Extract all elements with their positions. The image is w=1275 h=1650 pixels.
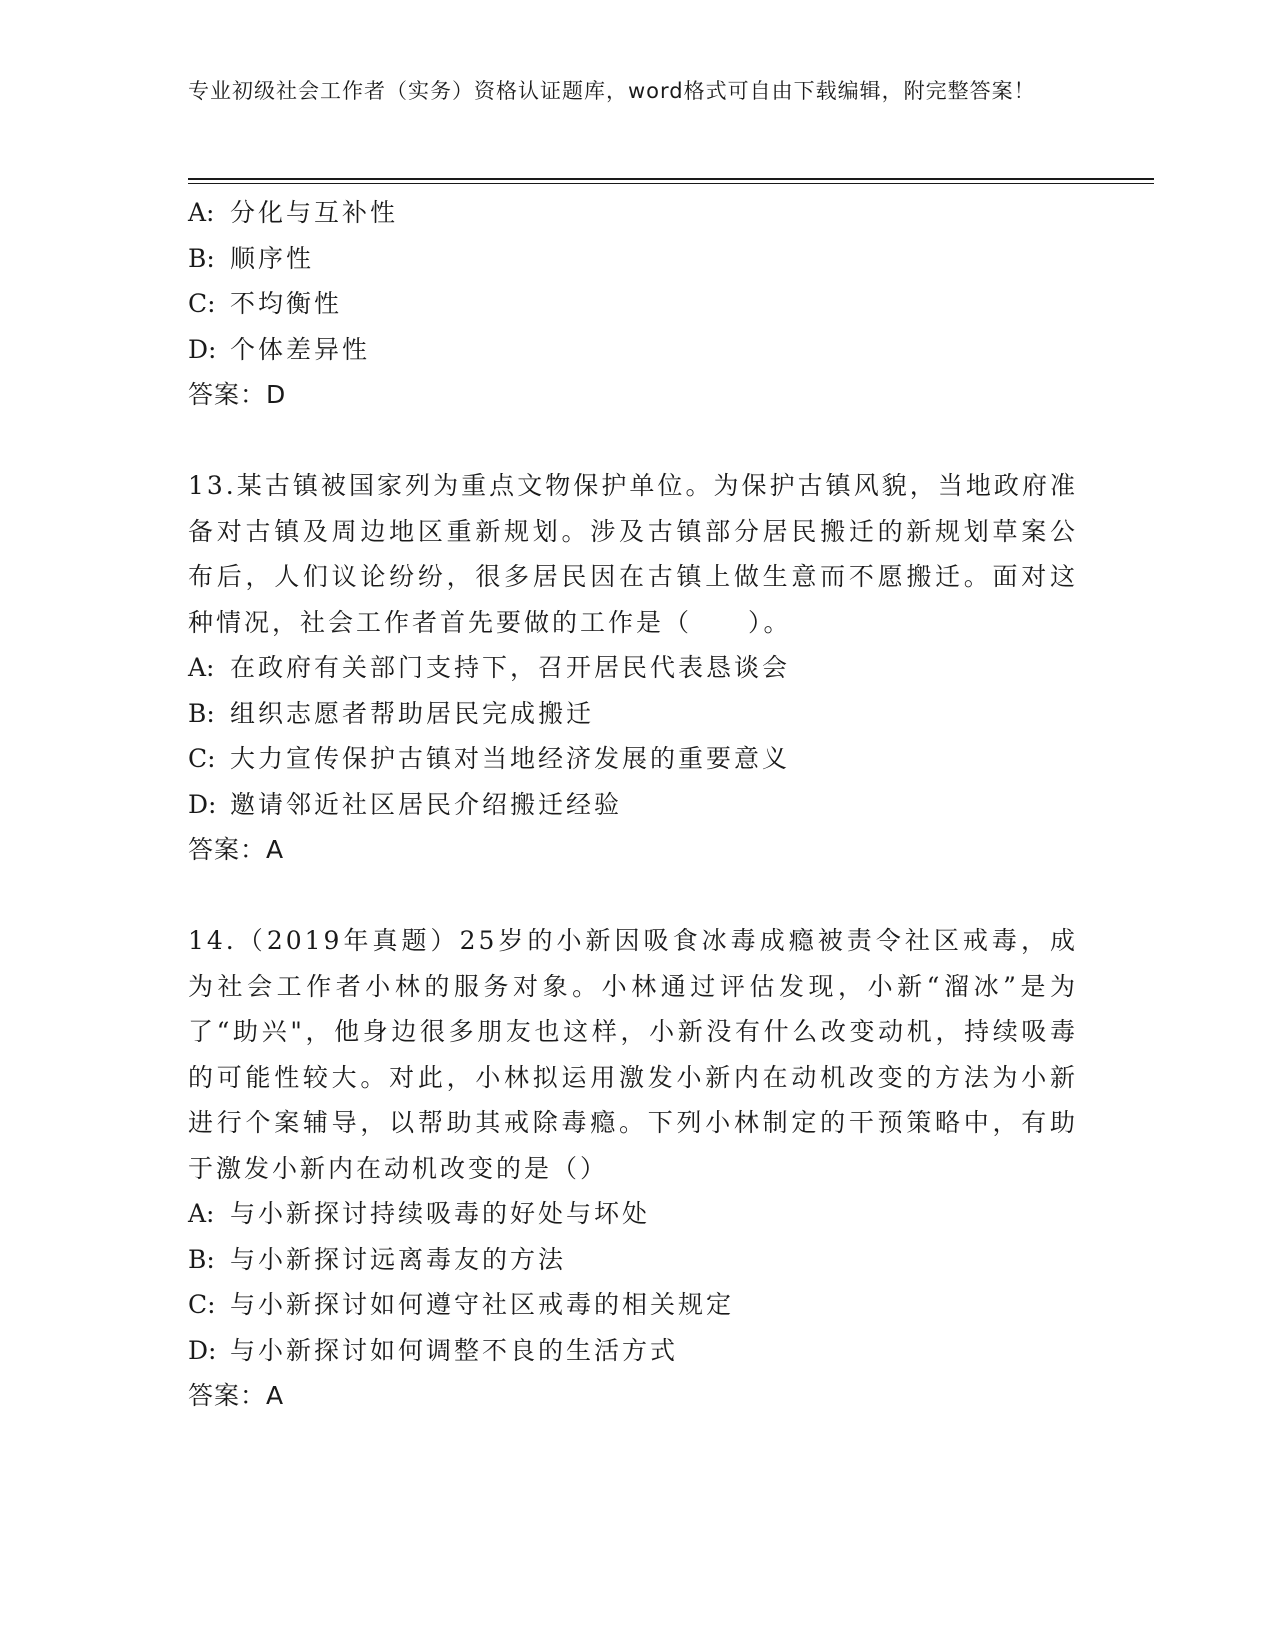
- option-b: [188, 1237, 1088, 1283]
- option-text: 分化与互补性: [230, 198, 399, 227]
- option-text: 个体差异性: [230, 334, 371, 364]
- option-label: A:: [188, 653, 215, 682]
- page-header: 专业初级社会工作者（实务）资格认证题库，word格式可自由下载编辑，附完整答案！: [188, 79, 1036, 103]
- option-d: [188, 327, 1088, 373]
- option-d: [188, 782, 1088, 828]
- option-label: D:: [188, 334, 217, 364]
- question-12: [188, 190, 1088, 418]
- option-b: [188, 236, 1088, 282]
- option-d: [188, 1328, 1088, 1374]
- option-text: 邀请邻近社区居民介绍搬迁经验: [230, 789, 623, 819]
- spacer: [188, 418, 1088, 464]
- spacer: [188, 873, 1088, 919]
- option-text: 顺序性: [230, 243, 315, 273]
- option-b: [188, 691, 1088, 737]
- question-stem: 13.某古镇被国家列为重点文物保护单位。为保护古镇风貌，当地政府准备对古镇及周边地区重新规划。涉及古镇部分居民搬迁的新规划草案公布后，人们议论纷纷，很多居民因在古镇上做生意而不愿搬迁。面对这种情况，社会工作者首先要做的工作是（ ）。: [188, 471, 1078, 637]
- option-c: [188, 281, 1088, 327]
- answer: 答案：A: [188, 835, 285, 864]
- option-text: 不均衡性: [230, 289, 343, 318]
- header-divider-thin: [188, 183, 1154, 184]
- option-a: [188, 1191, 1088, 1237]
- option-text: 组织志愿者帮助居民完成搬迁: [230, 698, 595, 728]
- option-label: D:: [188, 789, 217, 819]
- option-label: C:: [188, 289, 216, 318]
- option-c: [188, 1282, 1088, 1328]
- question-13: [188, 463, 1088, 873]
- document-body: [188, 190, 1088, 1419]
- option-label: D:: [188, 1335, 217, 1365]
- option-text: 与小新探讨如何遵守社区戒毒的相关规定: [230, 1290, 735, 1319]
- option-text: 在政府有关部门支持下，召开居民代表恳谈会: [230, 653, 791, 682]
- option-text: 与小新探讨持续吸毒的好处与坏处: [230, 1199, 651, 1228]
- question-14: [188, 918, 1088, 1419]
- option-label: B:: [188, 1244, 215, 1274]
- option-label: C:: [188, 744, 216, 773]
- option-text: 大力宣传保护古镇对当地经济发展的重要意义: [230, 744, 791, 773]
- question-stem: 14.（2019年真题）25岁的小新因吸食冰毒成瘾被责令社区戒毒，成为社会工作者小林的服务对象。小林通过评估发现，小新“溜冰”是为了“助兴"，他身边很多朋友也这样，小新没有什么改变动机，持续吸毒的可能性较大。对此，小林拟运用激发小新内在动机改变的方法为小新进行个案辅导，以帮助其戒除毒瘾。下列小林制定的干预策略中，有助于激发小新内在动机改变的是（）: [188, 926, 1078, 1183]
- option-a: [188, 190, 1088, 236]
- option-c: [188, 736, 1088, 782]
- answer: 答案：A: [188, 1381, 285, 1410]
- option-label: B:: [188, 698, 215, 728]
- option-text: 与小新探讨远离毒友的方法: [230, 1244, 567, 1274]
- option-label: A:: [188, 198, 215, 227]
- option-label: C:: [188, 1290, 216, 1319]
- answer: 答案：D: [188, 380, 287, 409]
- option-label: B:: [188, 243, 215, 273]
- option-text: 与小新探讨如何调整不良的生活方式: [230, 1335, 679, 1365]
- option-label: A:: [188, 1199, 215, 1228]
- header-divider-thick: [188, 178, 1154, 180]
- option-a: [188, 645, 1088, 691]
